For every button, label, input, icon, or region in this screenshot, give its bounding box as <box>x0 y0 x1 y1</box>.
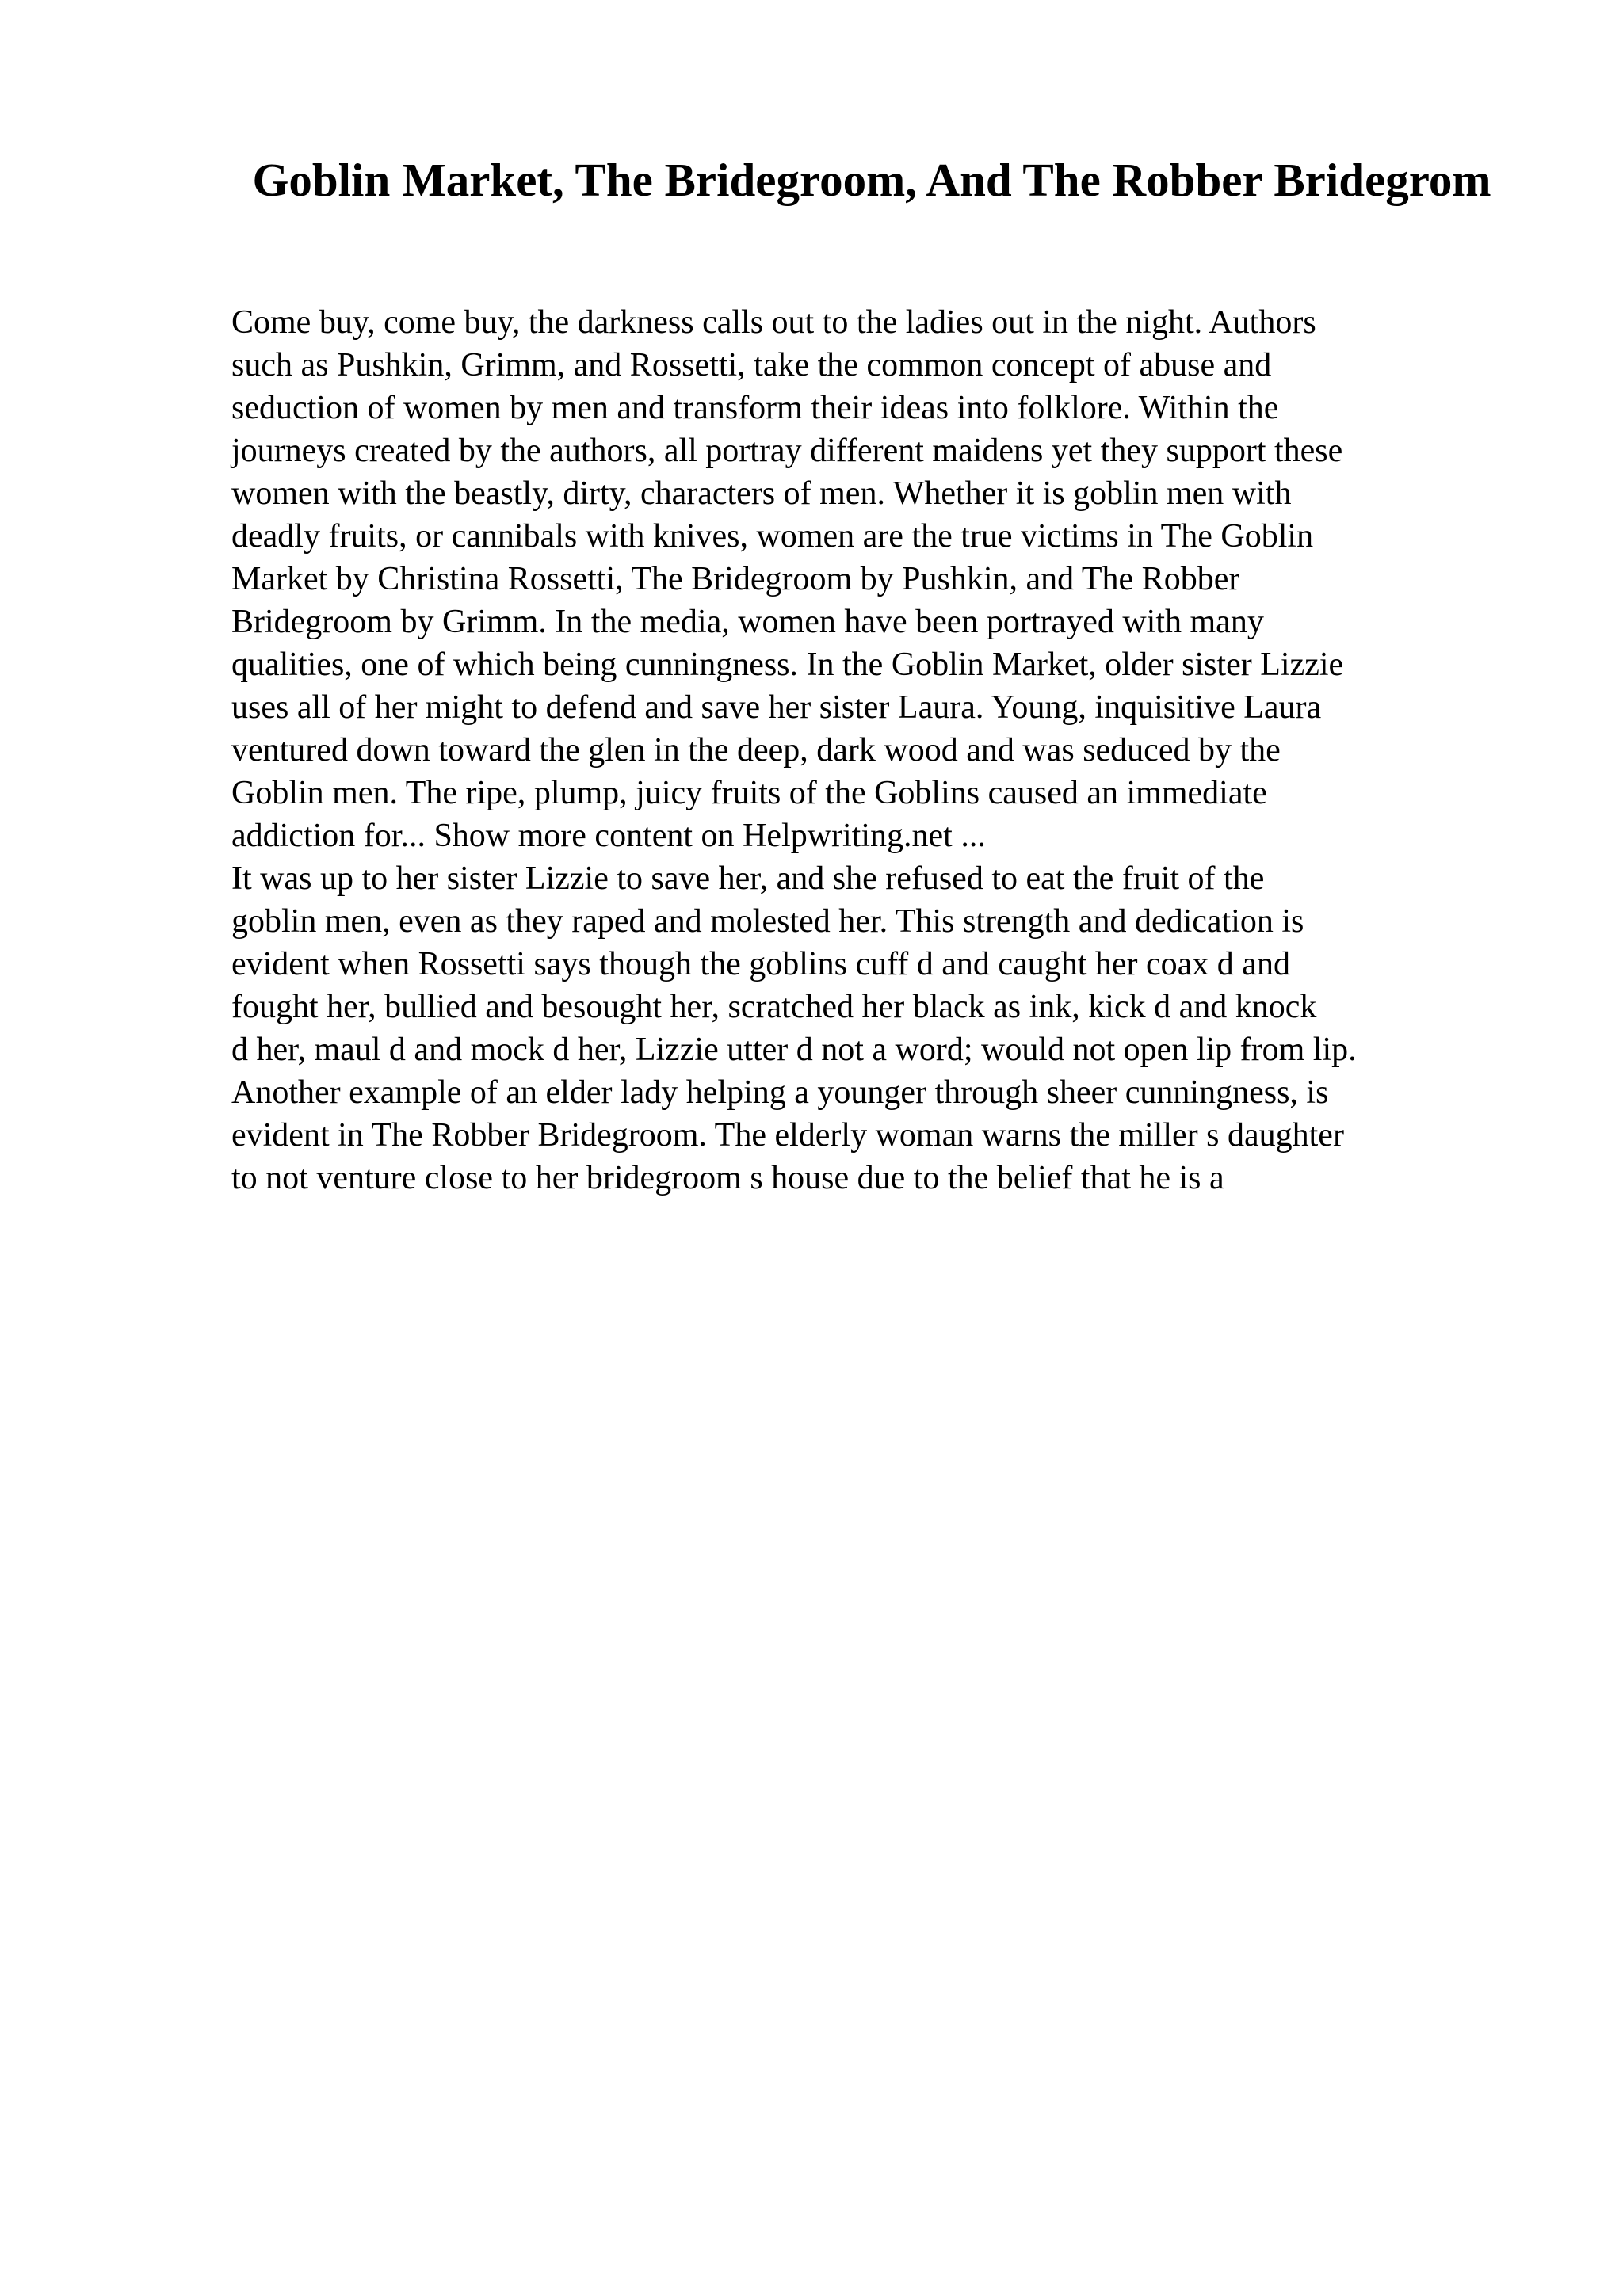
body-line: seduction of women by men and transform their ideas into folklore. Within the <box>231 390 1279 426</box>
body-line: Bridegroom by Grimm. In the media, women have been portrayed with many <box>231 604 1264 640</box>
body-line: such as Pushkin, Grimm, and Rossetti, take the common concept of abuse and <box>231 347 1272 383</box>
document-body <box>231 301 1499 1199</box>
body-line: goblin men, even as they raped and molested her. This strength and dedication is <box>231 903 1304 940</box>
body-line: journeys created by the authors, all portray different maidens yet they support these <box>231 433 1343 469</box>
body-line: evident in The Robber Bridegroom. The elderly woman warns the miller s daughter <box>231 1117 1344 1154</box>
body-line: deadly fruits, or cannibals with knives, women are the true victims in The Goblin <box>231 518 1314 555</box>
body-line: It was up to her sister Lizzie to save her, and she refused to eat the fruit of the <box>231 860 1265 897</box>
body-line: to not venture close to her bridegroom s house due to the belief that he is a <box>231 1160 1224 1196</box>
body-line: fought her, bullied and besought her, scratched her black as ink, kick d and knock <box>231 989 1317 1025</box>
body-line: women with the beastly, dirty, characters of men. Whether it is goblin men with <box>231 475 1292 512</box>
body-line: Market by Christina Rossetti, The Bridegroom by Pushkin, and The Robber <box>231 561 1240 597</box>
body-line: qualities, one of which being cunningness. In the Goblin Market, older sister Lizzie <box>231 646 1344 683</box>
body-line: Goblin men. The ripe, plump, juicy fruits of the Goblins caused an immediate <box>231 775 1267 811</box>
body-line: uses all of her might to defend and save her sister Laura. Young, inquisitive Laura <box>231 689 1322 726</box>
document-title: Goblin Market, The Bridegroom, And The Robber Bridegrom <box>252 154 1491 206</box>
body-line: Another example of an elder lady helping a younger through sheer cunningness, is <box>231 1074 1329 1111</box>
body-line: ventured down toward the glen in the deep, dark wood and was seduced by the <box>231 732 1281 769</box>
body-line-show-more: addiction for... Show more content on Helpwriting.net ... <box>231 818 986 854</box>
body-line: evident when Rossetti says though the goblins cuff d and caught her coax d and <box>231 946 1290 982</box>
body-line: d her, maul d and mock d her, Lizzie utter d not a word; would not open lip from lip. <box>231 1032 1357 1068</box>
body-line: Come buy, come buy, the darkness calls out to the ladies out in the night. Authors <box>231 304 1316 341</box>
